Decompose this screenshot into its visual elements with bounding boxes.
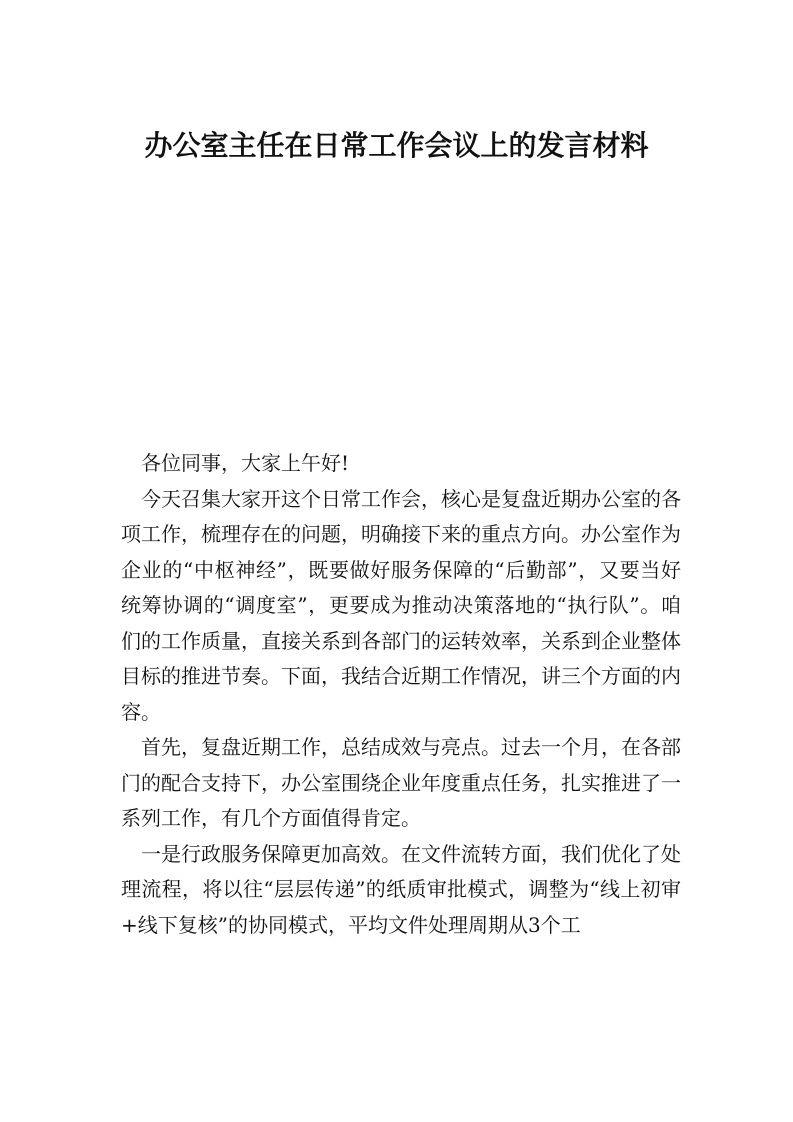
paragraph-greeting: 各位同事，大家上午好! [141, 451, 350, 475]
paragraph-intro: 今天召集大家开这个日常工作会，核心是复盘近期办公室的各项工作，梳理存在的问题，明确接下来的重点方向。办公室作为企业的“中枢神经”，既要做好服务保障的“后勤部”，又要当好统筹协调的“调度室”，更要成为推动决策落地的“执行队”。咱们的工作质量，直接关系到各部门的运转效率，关系到企业整体目标的推进节奏。下面，我结合近期工作情况，讲三个方面的内容。 [121, 486, 681, 724]
document-title: 办公室主任在日常工作会议上的发言材料 [144, 129, 649, 162]
paragraph-admin-service: 一是行政服务保障更加高效。在文件流转方面，我们优化了处理流程，将以往“层层传递”的纸质审批模式，调整为“线上初审+线下复核”的协同模式，平均文件处理周期从3个工 [121, 841, 681, 937]
document-body [121, 446, 681, 943]
paragraph-review: 首先，复盘近期工作，总结成效与亮点。过去一个月，在各部门的配合支持下，办公室围绕企业年度重点任务，扎实推进了一系列工作，有几个方面值得肯定。 [121, 735, 681, 830]
